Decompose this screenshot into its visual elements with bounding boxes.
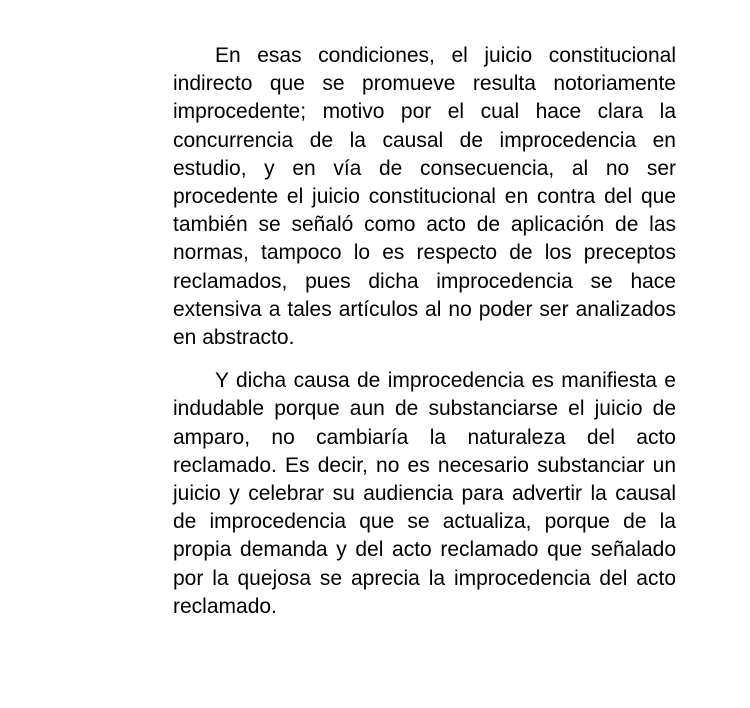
document-body <box>173 42 676 621</box>
paragraph: Y dicha causa de improcedencia es manifiesta e indudable porque aun de substanciarse el juicio de amparo, no cambiaría la naturaleza del acto reclamado. Es decir, no es necesario substanciar un juicio y celebrar su audiencia para advertir la causal de improcedencia que se actualiza, porque de la propia demanda y del acto reclamado que señalado por la quejosa se aprecia la improcedencia del acto reclamado. <box>173 369 676 618</box>
paragraph: En esas condiciones, el juicio constitucional indirecto que se promueve resulta notoriamente improcedente; motivo por el cual hace clara la concurrencia de la causal de improcedencia en estudio, y en vía de consecuencia, al no ser procedente el juicio constitucional en contra del que también se señaló como acto de aplicación de las normas, tampoco lo es respecto de los preceptos reclamados, pues dicha improcedencia se hace extensiva a tales artículos al no poder ser analizados en abstracto. <box>173 44 676 350</box>
